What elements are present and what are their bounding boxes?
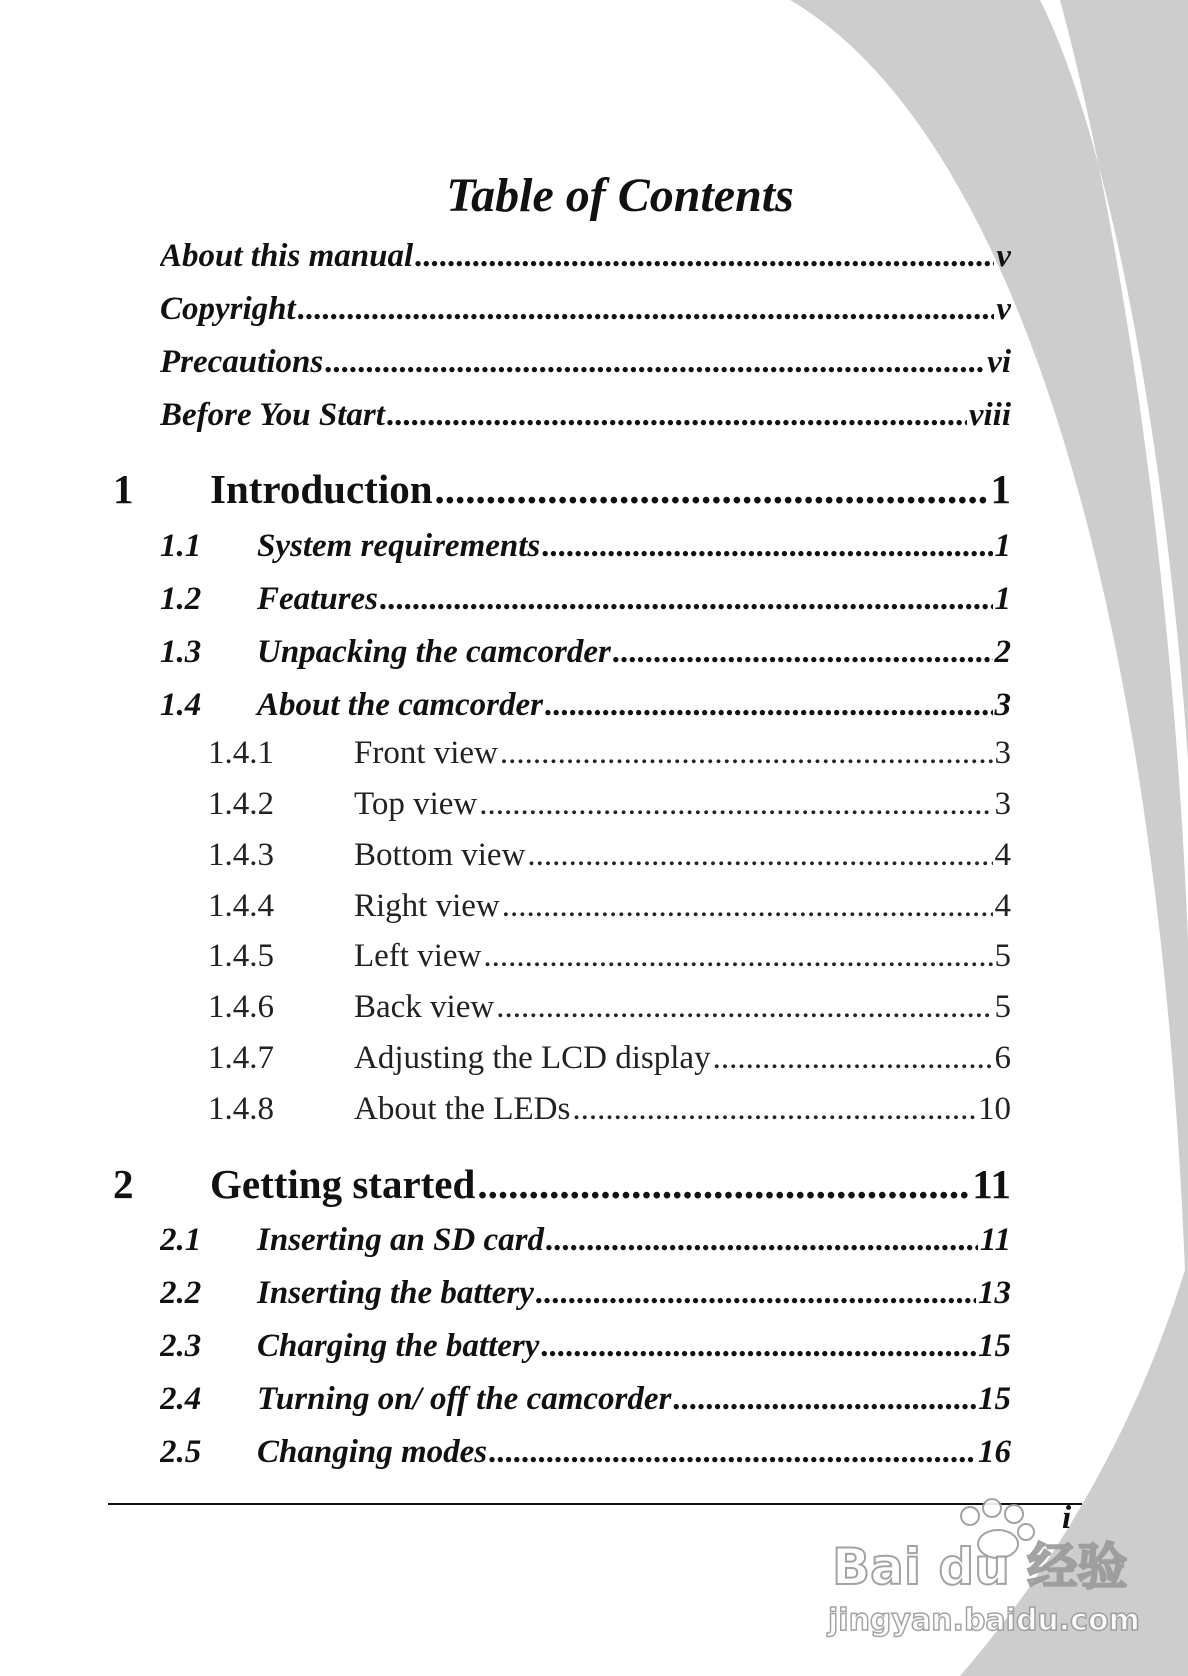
dot-leader <box>673 1381 976 1418</box>
section-number: 2.4 <box>160 1381 202 1417</box>
dot-leader <box>479 786 992 823</box>
dot-leader <box>545 687 993 724</box>
subsection-page: 4 <box>994 837 1011 873</box>
watermark-url: jingyan.baidu.com <box>828 1603 1140 1638</box>
toc-section-2-5[interactable] <box>160 1434 1011 1471</box>
subsection-text: Bottom view <box>354 837 526 873</box>
toc-section-1-3[interactable] <box>160 634 1011 671</box>
subsection-text: Adjusting the LCD display <box>354 1040 711 1076</box>
section-text: Features <box>257 581 379 617</box>
section-number: 1.3 <box>160 634 202 670</box>
toc-entry-text: Before You Start <box>160 397 385 433</box>
dot-leader <box>477 1160 970 1208</box>
dot-leader <box>536 1275 976 1312</box>
toc-entry-page: v <box>996 238 1011 274</box>
dot-leader <box>415 238 994 275</box>
dot-leader <box>527 837 992 874</box>
section-page: 1 <box>994 581 1011 617</box>
toc-entry-page: viii <box>968 397 1011 433</box>
subsection-number: 1.4.6 <box>208 989 274 1025</box>
subsection-page: 3 <box>994 786 1011 822</box>
section-text: Unpacking the camcorder <box>257 634 611 670</box>
toc-entry-page: vi <box>987 344 1011 380</box>
chapter-text: Getting started <box>210 1161 476 1207</box>
section-number: 1.4 <box>160 687 202 723</box>
chapter-page: 1 <box>990 466 1011 512</box>
subsection-text: Front view <box>354 735 498 771</box>
toc-chapter-1[interactable] <box>113 465 1011 513</box>
section-number: 2.2 <box>160 1275 202 1311</box>
toc-section-2-4[interactable] <box>160 1381 1011 1418</box>
subsection-page: 4 <box>994 888 1011 924</box>
subsection-number: 1.4.5 <box>208 938 274 974</box>
toc-entry-text: Copyright <box>160 291 296 327</box>
dot-leader <box>500 735 993 772</box>
subsection-number: 1.4.4 <box>208 888 274 924</box>
section-page: 16 <box>978 1434 1011 1470</box>
subsection-text: About the LEDs <box>354 1091 571 1127</box>
chapter-number: 1 <box>113 466 134 512</box>
dot-leader <box>380 581 992 618</box>
section-text: Turning on/ off the camcorder <box>257 1381 672 1417</box>
section-page: 13 <box>978 1275 1011 1311</box>
watermark-logo-text: Bai du 经验 <box>832 1538 1128 1596</box>
toc-subsection-1-4-4[interactable] <box>208 888 1011 925</box>
chapter-text: Introduction <box>210 466 433 512</box>
subsection-page: 5 <box>994 989 1011 1025</box>
paw-toe-icon <box>983 1499 1001 1517</box>
subsection-number: 1.4.1 <box>208 735 274 771</box>
subsection-page: 6 <box>994 1040 1011 1076</box>
dot-leader <box>483 938 992 975</box>
toc-entry-text: About this manual <box>160 238 414 274</box>
subsection-number: 1.4.2 <box>208 786 274 822</box>
dot-leader <box>542 528 992 565</box>
toc-subsection-1-4-6[interactable] <box>208 989 1011 1026</box>
subsection-page: 10 <box>978 1091 1011 1127</box>
dot-leader <box>502 888 993 925</box>
toc-chapter-2[interactable] <box>113 1160 1011 1208</box>
subsection-text: Top view <box>354 786 478 822</box>
subsection-page: 5 <box>994 938 1011 974</box>
toc-entry-precautions[interactable] <box>160 344 1011 381</box>
section-number: 2.3 <box>160 1328 202 1364</box>
subsection-text: Left view <box>354 938 482 974</box>
toc-section-2-1[interactable] <box>160 1222 1011 1259</box>
dot-leader <box>546 1222 978 1259</box>
toc-entry-page: v <box>996 291 1011 327</box>
dot-leader <box>387 397 967 434</box>
page-title: Table of Contents <box>446 169 794 222</box>
toc-subsection-1-4-5[interactable] <box>208 938 1011 975</box>
toc-section-1-4[interactable] <box>160 687 1011 724</box>
baidu-jingyan-watermark <box>820 1492 1140 1642</box>
page-number: i <box>1062 1500 1072 1536</box>
section-text: About the camcorder <box>257 687 543 723</box>
toc-subsection-1-4-7[interactable] <box>208 1040 1011 1077</box>
chapter-page: 11 <box>972 1161 1011 1207</box>
dot-leader <box>613 634 993 671</box>
section-page: 15 <box>978 1381 1011 1417</box>
dot-leader <box>713 1040 993 1077</box>
toc-section-1-2[interactable] <box>160 581 1011 618</box>
section-number: 2.1 <box>160 1222 202 1258</box>
dot-leader <box>496 989 992 1026</box>
dot-leader <box>435 465 989 513</box>
dot-leader <box>489 1434 976 1471</box>
section-text: Inserting the battery <box>257 1275 534 1311</box>
section-text: Changing modes <box>257 1434 488 1470</box>
toc-subsection-1-4-1[interactable] <box>208 735 1011 772</box>
toc-subsection-1-4-3[interactable] <box>208 837 1011 874</box>
section-text: Inserting an SD card <box>257 1222 544 1258</box>
section-number: 1.2 <box>160 581 202 617</box>
subsection-number: 1.4.7 <box>208 1040 274 1076</box>
dot-leader <box>298 291 995 328</box>
subsection-text: Right view <box>354 888 500 924</box>
toc-subsection-1-4-8[interactable] <box>208 1091 1011 1128</box>
toc-entry-before-you-start[interactable] <box>160 397 1011 434</box>
toc-entry-about-manual[interactable] <box>160 238 1011 275</box>
dot-leader <box>325 344 985 381</box>
chapter-number: 2 <box>113 1161 134 1207</box>
section-page: 1 <box>994 528 1011 564</box>
subsection-number: 1.4.8 <box>208 1091 274 1127</box>
section-page: 3 <box>994 687 1011 723</box>
subsection-text: Back view <box>354 989 495 1025</box>
section-page: 11 <box>979 1222 1011 1258</box>
section-number: 1.1 <box>160 528 202 564</box>
toc-section-1-1[interactable] <box>160 528 1011 565</box>
toc-section-2-2[interactable] <box>160 1275 1011 1312</box>
section-number: 2.5 <box>160 1434 202 1470</box>
toc-entry-copyright[interactable] <box>160 291 1011 328</box>
toc-entry-text: Precautions <box>160 344 324 380</box>
section-text: Charging the battery <box>257 1328 540 1364</box>
section-text: System requirements <box>257 528 541 564</box>
subsection-number: 1.4.3 <box>208 837 274 873</box>
toc-subsection-1-4-2[interactable] <box>208 786 1011 823</box>
section-page: 2 <box>994 634 1011 670</box>
paw-toe-icon <box>1005 1505 1023 1523</box>
toc-section-2-3[interactable] <box>160 1328 1011 1365</box>
section-page: 15 <box>978 1328 1011 1364</box>
paw-toe-icon <box>961 1507 979 1525</box>
dot-leader <box>541 1328 976 1365</box>
dot-leader <box>572 1091 976 1128</box>
subsection-page: 3 <box>994 735 1011 771</box>
